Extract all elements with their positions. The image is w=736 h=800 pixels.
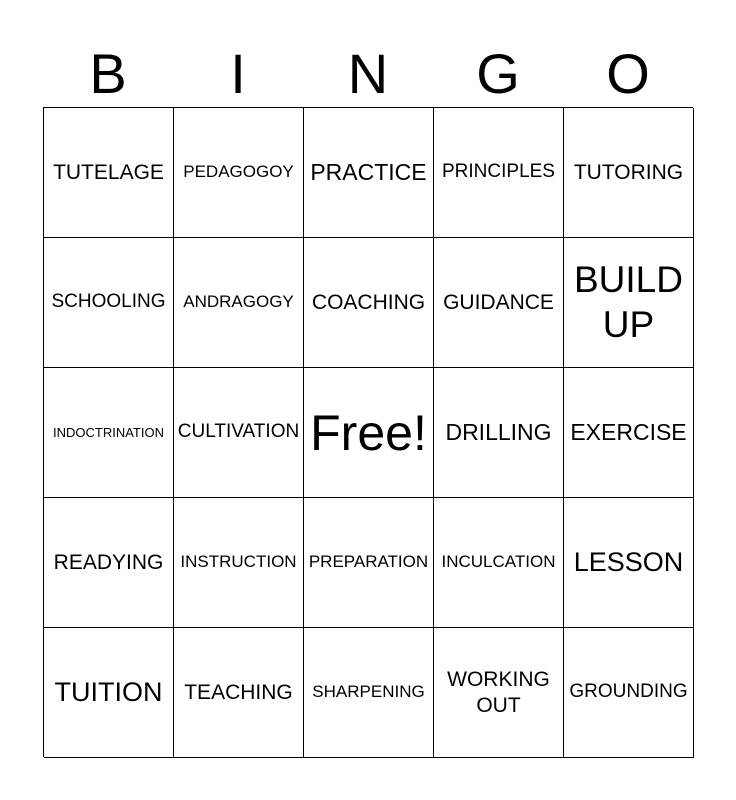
bingo-header xyxy=(43,40,693,108)
bingo-cell: WORKING OUT xyxy=(434,628,564,758)
header-letter-i: I xyxy=(230,42,246,105)
bingo-cell: TUTELAGE xyxy=(44,108,174,238)
header-letter-o: O xyxy=(606,42,650,105)
bingo-cell: TUITION xyxy=(44,628,174,758)
bingo-cell: DRILLING xyxy=(434,368,564,498)
bingo-card-grid xyxy=(43,107,693,757)
header-letter-n: N xyxy=(347,42,389,105)
bingo-cell: SHARPENING xyxy=(304,628,434,758)
bingo-cell: GROUNDING xyxy=(564,628,694,758)
bingo-cell: LESSON xyxy=(564,498,694,628)
bingo-cell: GUIDANCE xyxy=(434,238,564,368)
bingo-cell: READYING xyxy=(44,498,174,628)
free-space-cell: Free! xyxy=(304,368,434,498)
bingo-cell: PEDAGOGOY xyxy=(174,108,304,238)
bingo-cell: SCHOOLING xyxy=(44,238,174,368)
bingo-cell: PRACTICE xyxy=(304,108,434,238)
bingo-cell: INCULCATION xyxy=(434,498,564,628)
bingo-cell: TEACHING xyxy=(174,628,304,758)
bingo-cell: INDOCTRINATION xyxy=(44,368,174,498)
header-letter-b: B xyxy=(89,42,127,105)
bingo-cell: BUILD UP xyxy=(564,238,694,368)
bingo-cell: CULTIVATION xyxy=(174,368,304,498)
bingo-cell: PRINCIPLES xyxy=(434,108,564,238)
bingo-cell: COACHING xyxy=(304,238,434,368)
bingo-cell: PREPARATION xyxy=(304,498,434,628)
bingo-cell: EXERCISE xyxy=(564,368,694,498)
bingo-cell: ANDRAGOGY xyxy=(174,238,304,368)
header-letter-g: G xyxy=(476,42,520,105)
bingo-cell: INSTRUCTION xyxy=(174,498,304,628)
bingo-cell: TUTORING xyxy=(564,108,694,238)
